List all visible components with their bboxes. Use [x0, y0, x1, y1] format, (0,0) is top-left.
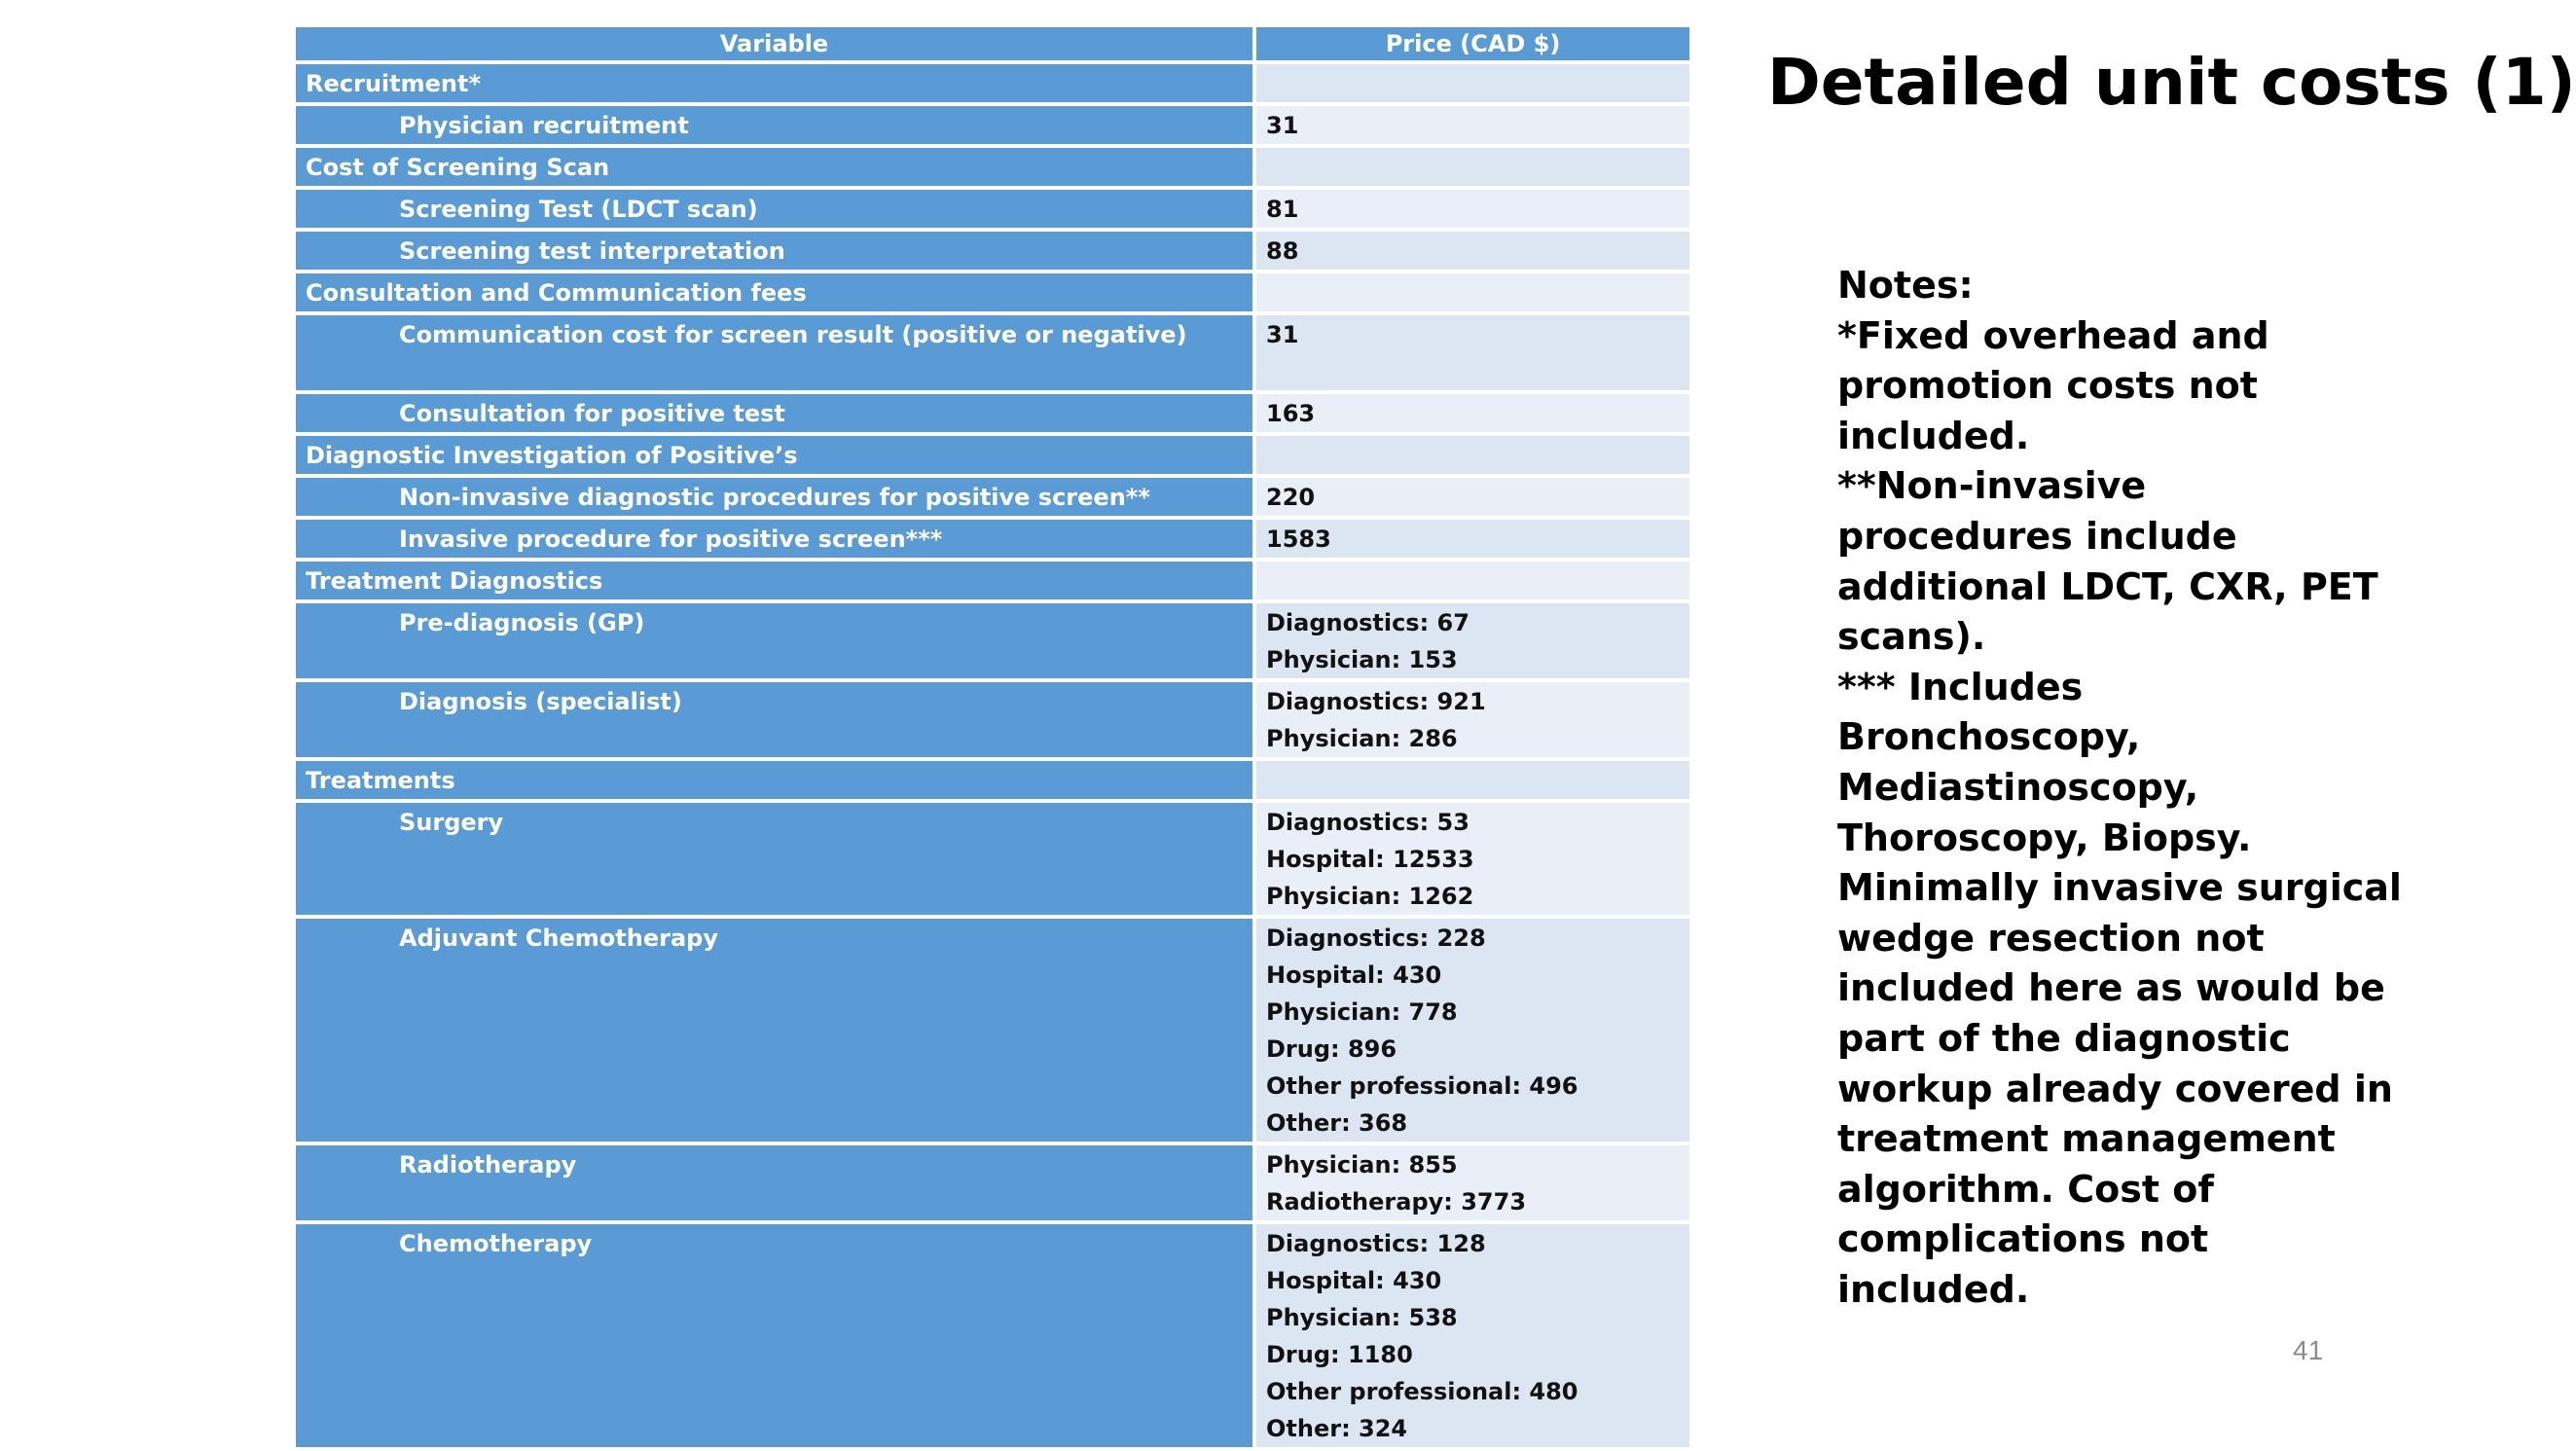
table-row	[296, 761, 1689, 799]
price-value: Diagnostics: 228	[1266, 925, 1486, 952]
price-cell	[1256, 682, 1689, 757]
notes-line: included.	[1837, 1267, 2030, 1311]
table-row	[296, 803, 1689, 915]
category-cell: Cost of Screening Scan	[296, 148, 1256, 186]
notes-line: workup already covered in	[1837, 1067, 2393, 1110]
category-cell: Recruitment*	[296, 64, 1256, 102]
price-value: Diagnostics: 53	[1266, 809, 1469, 836]
price-cell	[1256, 761, 1689, 799]
price-value: Physician: 1262	[1266, 883, 1474, 910]
price-value: 220	[1266, 484, 1316, 511]
price-cell	[1256, 603, 1689, 678]
price-cell	[1256, 520, 1689, 558]
variable-cell: Screening test interpretation	[296, 232, 1256, 270]
table-row	[296, 1224, 1689, 1447]
variable-cell: Non-invasive diagnostic procedures for positive screen**	[296, 478, 1256, 516]
price-value: Physician: 855	[1266, 1151, 1458, 1179]
notes-line: complications not	[1837, 1217, 2209, 1261]
variable-cell: Physician recruitment	[296, 106, 1256, 144]
price-cell	[1256, 803, 1689, 915]
table-row	[296, 478, 1689, 516]
variable-cell: Pre-diagnosis (GP)	[296, 603, 1256, 678]
price-cell	[1256, 919, 1689, 1142]
notes-line: Minimally invasive surgical	[1837, 866, 2402, 910]
variable-cell: Screening Test (LDCT scan)	[296, 190, 1256, 228]
price-cell	[1256, 394, 1689, 432]
variable-cell: Invasive procedure for positive screen***	[296, 520, 1256, 558]
variable-cell: Chemotherapy	[296, 1224, 1256, 1447]
price-value: Diagnostics: 921	[1266, 688, 1486, 715]
table-row	[296, 394, 1689, 432]
page-number: 41	[2293, 1335, 2324, 1365]
notes-line: wedge resection not	[1837, 916, 2265, 960]
table-row	[296, 1145, 1689, 1220]
price-empty	[1266, 149, 1680, 186]
price-cell	[1256, 1224, 1689, 1447]
price-value: 163	[1266, 400, 1316, 427]
notes-line: promotion costs not	[1837, 364, 2258, 408]
notes-line: scans).	[1837, 615, 1986, 659]
price-value: 31	[1266, 112, 1299, 139]
price-cell	[1256, 562, 1689, 599]
notes-heading: Notes:	[1837, 264, 1974, 307]
variable-cell: Adjuvant Chemotherapy	[296, 919, 1256, 1142]
variable-cell: Surgery	[296, 803, 1256, 915]
table-row	[296, 273, 1689, 311]
table-header-row	[296, 27, 1689, 60]
price-value: Drug: 1180	[1266, 1341, 1413, 1368]
notes-line: included.	[1837, 414, 2030, 457]
price-value: Physician: 286	[1266, 725, 1458, 752]
price-cell	[1256, 1145, 1689, 1220]
price-cell	[1256, 315, 1689, 390]
price-value: Diagnostics: 128	[1266, 1230, 1486, 1257]
table-row	[296, 603, 1689, 678]
price-cell	[1256, 106, 1689, 144]
price-cell	[1256, 148, 1689, 186]
price-empty	[1266, 562, 1680, 599]
header-price: Price (CAD $)	[1256, 27, 1689, 60]
price-value: Diagnostics: 67	[1266, 609, 1469, 636]
price-cell	[1256, 273, 1689, 311]
table-row	[296, 919, 1689, 1142]
price-value: Physician: 778	[1266, 998, 1458, 1026]
notes-line: Mediastinoscopy,	[1837, 765, 2199, 809]
price-value: Other: 368	[1266, 1109, 1408, 1137]
table-row	[296, 315, 1689, 390]
category-cell: Treatments	[296, 761, 1256, 799]
category-cell: Consultation and Communication fees	[296, 273, 1256, 311]
table-row	[296, 106, 1689, 144]
notes-line: additional LDCT, CXR, PET	[1837, 564, 2378, 608]
table-row	[296, 64, 1689, 102]
table-row	[296, 232, 1689, 270]
price-value	[1266, 353, 1680, 390]
price-value: 1583	[1266, 526, 1331, 553]
price-cell	[1256, 190, 1689, 228]
price-value: Other professional: 480	[1266, 1378, 1578, 1405]
price-cell	[1256, 436, 1689, 474]
category-cell: Diagnostic Investigation of Positive’s	[296, 436, 1256, 474]
price-empty	[1266, 762, 1680, 799]
table-row	[296, 148, 1689, 186]
notes-line: algorithm. Cost of	[1837, 1167, 2214, 1211]
notes-line: Bronchoscopy,	[1837, 715, 2141, 759]
notes-line: Thoroscopy, Biopsy.	[1837, 816, 2252, 859]
variable-cell: Radiotherapy	[296, 1145, 1256, 1220]
table-row	[296, 436, 1689, 474]
price-cell	[1256, 64, 1689, 102]
table-row	[296, 562, 1689, 599]
price-empty	[1266, 274, 1680, 311]
table-row	[296, 520, 1689, 558]
price-cell	[1256, 478, 1689, 516]
price-value: 81	[1266, 196, 1299, 223]
price-value: Physician: 538	[1266, 1304, 1458, 1331]
variable-cell: Communication cost for screen result (positive or negative)	[296, 315, 1256, 390]
price-cell	[1256, 232, 1689, 270]
notes-text	[1837, 261, 2402, 1315]
table-row	[296, 682, 1689, 757]
notes-line: *** Includes	[1837, 665, 2084, 708]
price-value: Hospital: 430	[1266, 1267, 1442, 1294]
notes-line: procedures include	[1837, 514, 2237, 558]
price-empty	[1266, 65, 1680, 102]
slide-title: Detailed unit costs (1)	[1767, 45, 2576, 120]
price-value: 31	[1266, 321, 1299, 348]
table-body	[296, 64, 1689, 1447]
header-variable: Variable	[296, 27, 1256, 60]
notes-line: included here as would be	[1837, 966, 2385, 1010]
notes-line: *Fixed overhead and	[1837, 313, 2269, 357]
price-value: 88	[1266, 237, 1299, 265]
unit-cost-table-container	[296, 23, 1689, 1451]
price-value: Other professional: 496	[1266, 1072, 1578, 1100]
price-value: Hospital: 12533	[1266, 846, 1474, 873]
notes-line: **Non-invasive	[1837, 464, 2147, 508]
notes-line: part of the diagnostic	[1837, 1016, 2291, 1060]
table-row	[296, 190, 1689, 228]
variable-cell: Diagnosis (specialist)	[296, 682, 1256, 757]
price-value: Radiotherapy: 3773	[1266, 1188, 1527, 1215]
price-value: Other: 324	[1266, 1415, 1408, 1442]
unit-cost-table	[296, 23, 1689, 1451]
price-value: Hospital: 430	[1266, 961, 1442, 989]
price-value: Physician: 153	[1266, 646, 1458, 673]
price-value: Drug: 896	[1266, 1035, 1397, 1063]
price-empty	[1266, 437, 1680, 474]
variable-cell: Consultation for positive test	[296, 394, 1256, 432]
notes-line: treatment management	[1837, 1117, 2336, 1161]
category-cell: Treatment Diagnostics	[296, 562, 1256, 599]
